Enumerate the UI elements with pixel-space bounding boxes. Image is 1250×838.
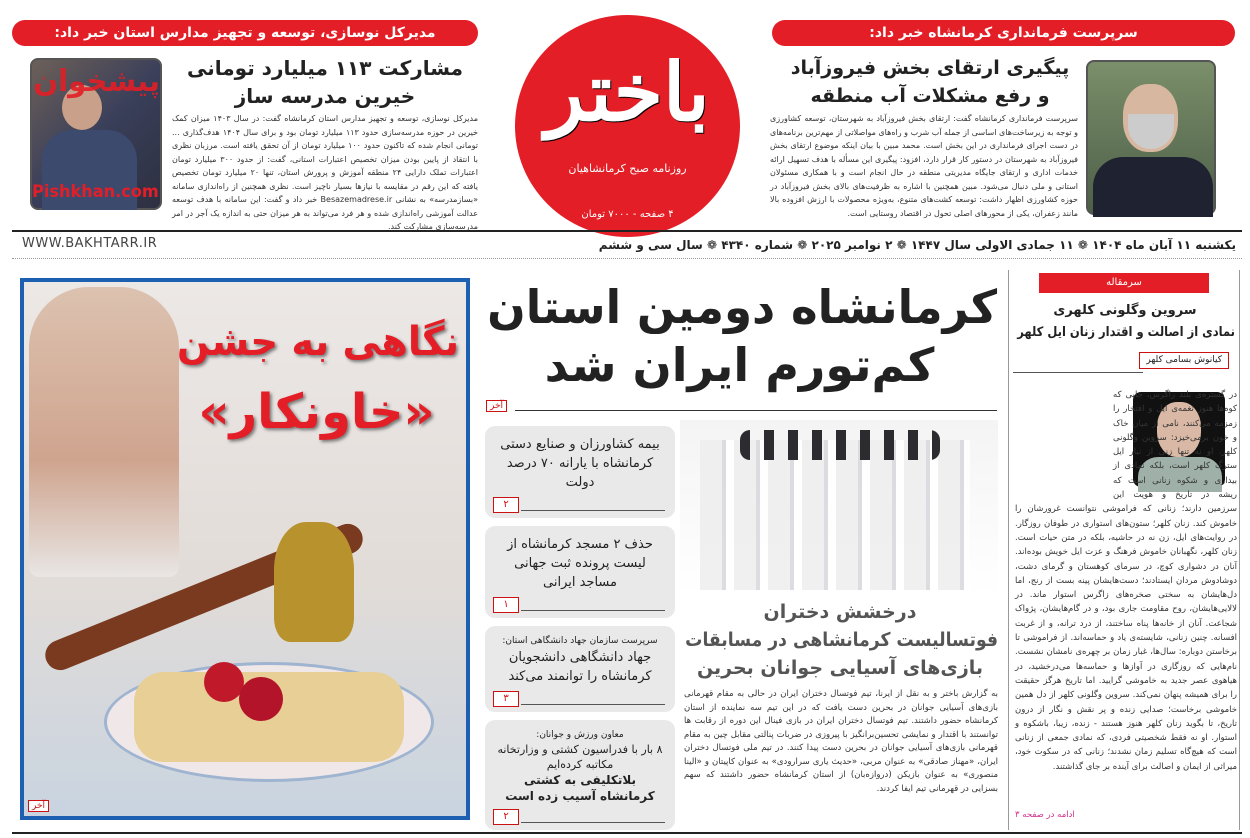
futsal-headline-3: بازی‌های آسیایی جوانان بحرین (696, 657, 984, 679)
brief-item[interactable] (485, 426, 675, 518)
brief-title: جهاد دانشگاهی دانشجویان کرمانشاه را توانمند می‌کند (508, 650, 652, 684)
top-right-headline: پیگیری ارتقای بخش فیروزآباد (790, 57, 1070, 79)
top-left-body: مدیرکل نوسازی، توسعه و تجهیز مدارس استان کرمانشاه گفت: در سال ۱۴۰۳ میزان کمک خیرین در حوزه مدرسه‌سازی حدود ۱۱۳ میلیارد تومان بود و برای سال ۱۴۰۴ هدف‌گذاری ... تومانی انجام شده که تاکنون حدود ۱۰۰ میلیارد تومان از آن تحقق یافته است. مرزبان نظری با انتقاد از پایین بودن میزان تخصیص اعتبارات استانی، گفت: از حدود ۳۰۰ میلیارد تومان اعتبارات تملک دارایی ۲۴ منطقه آموزش و پرورش استان، تنها ۲۰ میلیارد تومان تخصیص یافته که این رقم در مقایسه با نیازها بسیار ناچیز است. نظری همچنین از راه‌اندازی سامانه «بسازمدرسه» به نشانی Besazemadrese.ir خبر داد و گفت: این سامانه با هدف توسعه عدالت آموزشی راه‌اندازی شده و هر فرد می‌تواند به هر میزان حتی به اندازه یک آجر در امر مدرسه‌سازی مشارکت کند. (172, 114, 479, 231)
main-page-ref[interactable]: آخر (486, 400, 507, 412)
divider (12, 230, 1242, 232)
top-left-story (12, 20, 478, 46)
futsal-headline-2: فوتسالیست کرمانشاهی در مسابقات (685, 629, 998, 651)
feature-title: نگاهی به جشن (176, 319, 459, 365)
brief-title: حذف ۲ مسجد کرمانشاه از لیست پرونده ثبت جهانی مساجد ایرانی (507, 537, 653, 590)
top-left-headline: مشارکت ۱۱۳ میلیارد تومانی (187, 56, 463, 80)
price-label: ۴ صفحه - ۷۰۰۰ تومان (581, 209, 674, 220)
continue-link[interactable]: ادامه در صفحه ۳ (1015, 808, 1237, 822)
editorial-headline-2: نمادی از اصالت و اقتدار زنان ایل کلهر (1017, 325, 1235, 340)
divider (12, 258, 1242, 259)
brief-kicker: معاون ورزش و جوانان: (536, 730, 624, 740)
page-ref[interactable]: ۳ (493, 691, 519, 707)
top-right-kicker: سرپرست فرمانداری کرمانشاه خبر داد: (772, 20, 1235, 46)
masthead-logo (515, 15, 740, 237)
brief-subtitle: بلاتکلیفی به کشتی کرمانشاه آسیب زده است (505, 773, 655, 803)
logo-text: باختر (545, 45, 710, 139)
governor-photo (1086, 60, 1216, 215)
page-ref[interactable]: ۲ (493, 809, 519, 825)
brief-item[interactable] (485, 526, 675, 618)
brief-item[interactable] (485, 720, 675, 830)
editorial-author: کیانوش بسامی کلهر (1139, 352, 1229, 369)
main-headline-2: کم‌تورم ایران شد (544, 338, 935, 392)
website-link[interactable]: WWW.BAKHTARR.IR (22, 236, 158, 251)
brief-title: بیمه کشاورزان و صنایع دستی کرمانشاه با یارانه ۷۰ درصد دولت (500, 437, 660, 490)
main-headline: کرمانشاه دومین استان (487, 280, 997, 334)
top-right-headline-2: و رفع مشکلات آب منطقه (810, 85, 1050, 107)
feature-title-2: «خاونکار» (198, 384, 435, 440)
editorial-body: در گستره‌ی بلند زاگرس، جایی که کوه‌ها هنوز نغمه‌ی ایل و افتخار را زمزمه می‌کنند، نامی از میان خاک و خون برمی‌خیزد: سروین وگلونی کلهر. او نه تنها زنی از تبار ایل سترگ کلهر است، بلکه نمادی از بیداری و شکوه زنانی است که ریشه در تاریخ و هویت این سرزمین دارند؛ زنانی که فراموشی نتوانست غرورشان را خاموش کند. زنان کلهر؛ ستون‌های استواری در طوفان روزگار. در روایت‌های ایل، زن نه در حاشیه، بلکه در متن حیات است. زنان کلهر، نگهبانان خاموش فرهنگ و عزت ایل خویش بوده‌اند. آنان در دشواری کوچ، در سرمای کوهستان و گرمای دشت، دوشادوش مردان ایستادند؛ دست‌هایشان پینه بست از رنج، اما دل‌هایشان به سختی صخره‌های زاگرس استوار ماند. در لالایی‌هایشان، روح مقاومت جاری بود، و در گام‌هایشان، پژواک شجاعت. آنان از خانه‌ها پناه ساختند، از درد ترانه، و از غربت افسانه. چنین زنانی، شایسته‌ی یاد و حماسه‌اند. از فراموشی تا برخاستن دوباره: سال‌ها، غبار زمان بر چهره‌ی نامشان نشست. نام‌هایی که روزگاری در آوازها و حماسه‌ها می‌درخشید، در هیاهوی عصر جدید به خاموشی گرایید. اما تاریخ هرگز حقیقت را برای همیشه پنهان نمی‌کند. سروین وگلونی کلهر از دل همین خاموشی برخاست؛ صدایی زنده و پر نقش و نگار از درون تاریخ، تا بگوید زنان کلهر هنوز هستند - زنده، زیبا، باشکوه و استوار. او نه فقط شخصیتی فردی، که نمادی جمعی از زنانی است که هیچ‌گاه تسلیم زمان نشدند؛ زنانی که در سکوت خود، میراثی از ایمان و اصالت برای آینده بر جای گذاشتند. (1015, 390, 1237, 772)
briefs-column (485, 426, 675, 830)
editorial-label: سرمقاله (1039, 273, 1209, 293)
logo-tagline: روزنامه صبح کرمانشاهیان (568, 162, 687, 175)
divider (12, 832, 1242, 834)
page-ref[interactable]: ۲ (493, 497, 519, 513)
futsal-team-photo (680, 420, 998, 596)
futsal-body: به گزارش باختر و به نقل از ایرنا، تیم فوتسال دختران ایران در حالی به مقام قهرمانی بازی‌های آسیایی جوانان در بحرین دست یافت که در این تیم سه نماینده از استان کرمانشاه حضور داشتند. تیم فوتسال دختران ایران در بازی فینال این دوره از رقابت ها توانستند با اقتدار و نمایشی تحسین‌برانگیز با پیروزی در ضربات پنالتی مقابل چین به مقام قهرمانی بازی‌های آسیایی جوانان در بحرین دست پیدا کنند. در تیم ملی فوتسال دختران ایران، «مهناز صادقی» به عنوان مربی، «حدیث یاری سرارودی» به عنوان کاپیتان و «الینا منصوری» به عنوان بازیکن (دروازه‌بان) از استان کرمانشاه حضور داشتند که سهم بسزایی در قهرمانی تیم ایفا کردند. (684, 689, 998, 794)
watermark-logo: پیشخوان (33, 64, 160, 99)
futsal-headline: درخشش دختران (763, 601, 917, 623)
top-left-headline-2: خیرین مدرسه ساز (234, 84, 416, 108)
editorial-column (1008, 270, 1240, 830)
brief-title: ۸ بار با فدراسیون کشتی و وزارتخانه مکاتبه کرده‌ایم (497, 743, 663, 771)
feature-image (20, 278, 470, 820)
watermark-url: Pishkhan.com (32, 182, 159, 202)
feature-page-ref[interactable]: آخر (28, 800, 49, 812)
top-left-kicker: مدیرکل نوسازی، توسعه و تجهیز مدارس استان خبر داد: (12, 20, 478, 46)
top-right-body: سرپرست فرمانداری کرمانشاه گفت: ارتقای بخش فیروزآباد به شهرستان، توسعه کشاورزی و توجه به زیرساخت‌های اساسی از جمله آب شرب و راه‌های مواصلاتی از مهم‌ترین برنامه‌های در دست اجرای فرمانداری در این بخش است. محمد مبین با بیان اینکه موضوع ارتقای بخش فیروزآباد به شهرستان در دستور کار قرار دارد، افزود: پیگیری این مسأله با هدف تسهیل ارائه خدمات اداری و ارتقای جایگاه مدیریتی منطقه در حال انجام است و با همکاری مسئولان استانی و ملی دنبال می‌شود. مبین همچنین با اشاره به ظرفیت‌های بالای بخش فیروزآباد در حوزه کشاورزی اظهار داشت: توسعه کشت‌های متنوع، به‌ویژه محصولات با ارزش افزوده بالا مانند زعفران، یکی از محورهای اصلی تحول در اقتصاد روستایی است. (770, 114, 1078, 218)
brief-kicker: سرپرست سازمان جهاد دانشگاهی استان: (502, 636, 658, 646)
editorial-headline: سروین وگلونی کلهری (1053, 303, 1197, 318)
page-ref[interactable]: ۱ (493, 597, 519, 613)
divider (515, 410, 997, 411)
dateline: یکشنبه ۱۱ آبان ماه ۱۴۰۴ ❁ ۱۱ جمادی الاولی سال ۱۴۴۷ ❁ ۲ نوامبر ۲۰۲۵ ❁ شماره ۴۳۴۰ ❁ سال سی و ششم (598, 238, 1236, 252)
brief-item[interactable] (485, 626, 675, 712)
